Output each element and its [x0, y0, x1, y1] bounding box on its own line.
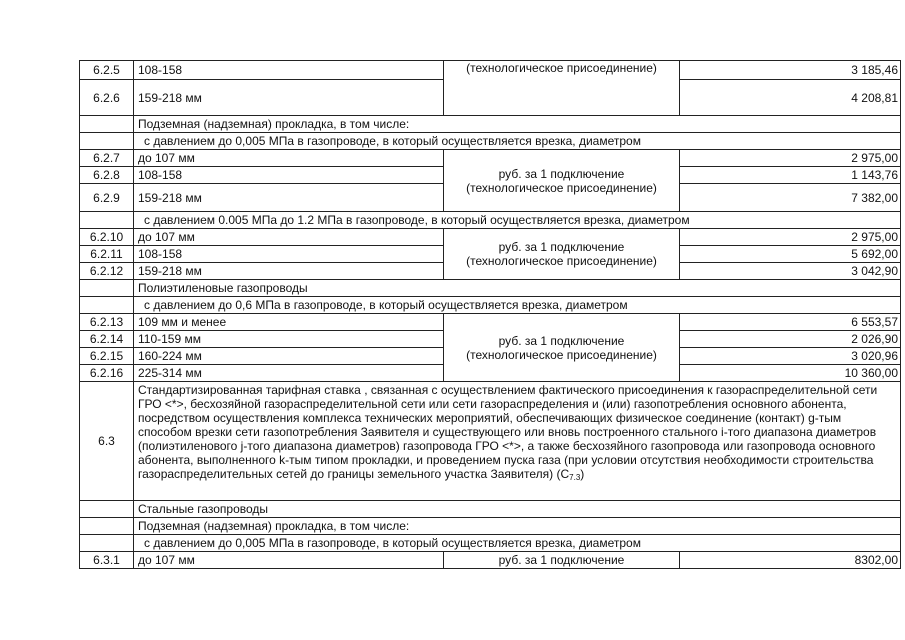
row-number: 6.2.8	[80, 167, 134, 184]
row-number: 6.2.13	[80, 314, 134, 331]
row-value: 4 208,81	[680, 80, 901, 116]
row-value: 3 042,90	[680, 263, 901, 280]
section-row	[80, 280, 901, 297]
section-heading: с давлением до 0,005 МПа в газопроводе, в который осуществляется врезка, диаметром	[134, 133, 901, 150]
row-description: 108-158	[134, 167, 444, 184]
row-description: 159-218 мм	[134, 80, 444, 116]
row-value: 8302,00	[680, 552, 901, 569]
section-heading: Стальные газопроводы	[134, 501, 901, 518]
row-unit	[444, 229, 680, 280]
row-number: 6.2.7	[80, 150, 134, 167]
row-number: 6.2.16	[80, 365, 134, 382]
section-row	[80, 116, 901, 133]
row-number: 6.2.9	[80, 184, 134, 212]
tariff-table	[79, 60, 901, 569]
row-value: 10 360,00	[680, 365, 901, 382]
section-row	[80, 535, 901, 552]
row-number: 6.2.12	[80, 263, 134, 280]
table-row	[80, 61, 901, 80]
row-value: 7 382,00	[680, 184, 901, 212]
unit-line: руб. за 1 подключение	[498, 333, 625, 348]
row-description: 110-159 мм	[134, 331, 444, 348]
tariff-description	[134, 382, 901, 501]
unit-line: (технологическое присоединение)	[466, 347, 657, 362]
tariff-subscript: 7.3	[569, 473, 581, 482]
row-value: 3 020,96	[680, 348, 901, 365]
row-number: 6.2.14	[80, 331, 134, 348]
table-row	[80, 382, 901, 501]
row-unit: руб. за 1 подключение	[444, 552, 680, 569]
row-value: 1 143,76	[680, 167, 901, 184]
row-number: 6.2.5	[80, 61, 134, 80]
row-description: 108-158	[134, 246, 444, 263]
table-row	[80, 150, 901, 167]
table-row	[80, 552, 901, 569]
row-value: 3 185,46	[680, 61, 901, 80]
row-unit	[444, 314, 680, 382]
section-heading: Полиэтиленовые газопроводы	[134, 280, 901, 297]
section-heading: с давлением до 0,005 МПа в газопроводе, в который осуществляется врезка, диаметром	[134, 535, 901, 552]
tariff-description-end: )	[580, 467, 585, 481]
row-number: 6.2.10	[80, 229, 134, 246]
row-description: до 107 мм	[134, 552, 444, 569]
section-heading: Подземная (надземная) прокладка, в том числе:	[134, 116, 901, 133]
section-row	[80, 297, 901, 314]
unit-line: руб. за 1 подключение	[498, 166, 625, 181]
row-value: 2 975,00	[680, 229, 901, 246]
unit-line: (технологическое присоединение)	[466, 180, 657, 195]
row-value: 2 026,90	[680, 331, 901, 348]
row-number: 6.2.11	[80, 246, 134, 263]
row-description: 225-314 мм	[134, 365, 444, 382]
unit-line: руб. за 1 подключение	[498, 240, 625, 254]
table-row	[80, 229, 901, 246]
row-description: 109 мм и менее	[134, 314, 444, 331]
section-heading: Подземная (надземная) прокладка, в том числе:	[134, 518, 901, 535]
section-heading: с давлением 0.005 МПа до 1.2 МПа в газопроводе, в который осуществляется врезка, диаметром	[134, 212, 901, 229]
tariff-description-text: Стандартизированная тарифная ставка , связанная с осуществлением фактического присоединения к газораспределительной сети ГРО <*>, бесхозяйной газораспределительной сети или сети газораспределения и (или) газопотребления основного абонента, посредством осуществления комплекса технических мероприятий, обеспечивающих физическое соединение (контакт) g-тым способом врезки сети газопотребления Заявителя и существующего или вновь построенного стального i-того диапазона диаметров (полиэтиленового j-того диапазона диаметров) газопровода ГРО <*>, а также бесхозяйного газопровода или газопровода основного абонента, выполненного k-тым типом прокладки, и проведением пуска газа (при условии отсутствия необходимости строительства газораспределительных сетей до границы земельного участка Заявителя) (С	[138, 383, 878, 481]
unit-line: (технологическое присоединение)	[466, 254, 657, 268]
row-description: 159-218 мм	[134, 263, 444, 280]
row-description: до 107 мм	[134, 150, 444, 167]
section-row	[80, 518, 901, 535]
section-row	[80, 133, 901, 150]
row-description: 160-224 мм	[134, 348, 444, 365]
row-value: 2 975,00	[680, 150, 901, 167]
table-row	[80, 314, 901, 331]
section-row	[80, 501, 901, 518]
row-value: 6 553,57	[680, 314, 901, 331]
row-number: 6.2.6	[80, 80, 134, 116]
section-heading: с давлением до 0,6 МПа в газопроводе, в который осуществляется врезка, диаметром	[134, 297, 901, 314]
row-unit	[444, 150, 680, 212]
row-number: 6.3	[80, 382, 134, 501]
row-description: до 107 мм	[134, 229, 444, 246]
row-value: 5 692,00	[680, 246, 901, 263]
row-unit: (технологическое присоединение)	[444, 61, 680, 116]
row-number: 6.3.1	[80, 552, 134, 569]
row-number: 6.2.15	[80, 348, 134, 365]
row-description: 108-158	[134, 61, 444, 80]
section-row	[80, 212, 901, 229]
row-description: 159-218 мм	[134, 184, 444, 212]
